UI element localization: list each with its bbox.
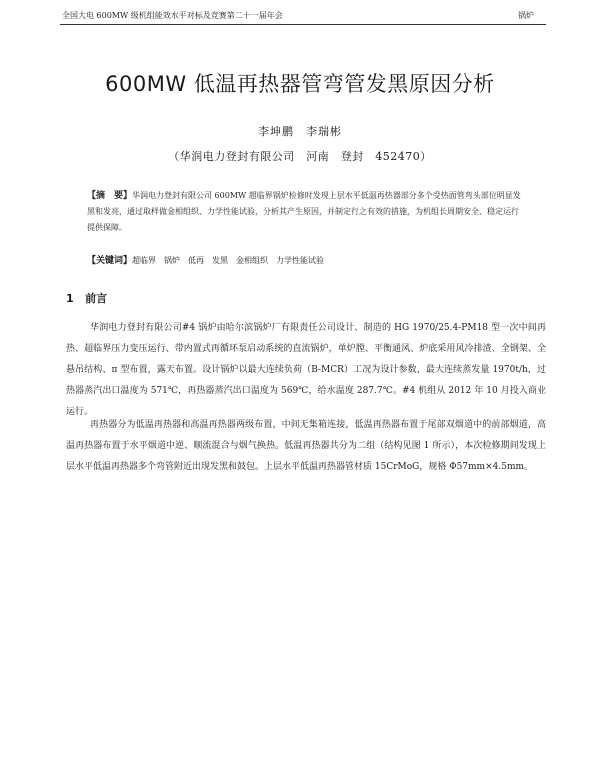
running-header-left: 全国大电 600MW 级机组能效水平对标及竞赛第二十一届年会 bbox=[62, 11, 283, 20]
header-rule bbox=[60, 24, 546, 25]
running-header-right: 锅炉 bbox=[518, 11, 534, 20]
keywords-text: 超临界 锅炉 低再 发黑 金相组织 力学性能试验 bbox=[132, 256, 325, 265]
paper-title: 600MW 低温再热器管弯管发黑原因分析 bbox=[105, 72, 495, 96]
section-number: 1 bbox=[66, 292, 74, 305]
section-heading bbox=[66, 290, 107, 306]
section-title: 前言 bbox=[85, 292, 108, 305]
keywords bbox=[87, 253, 521, 269]
keywords-label: 【关键词】 bbox=[87, 256, 133, 266]
body-paragraph-2: 再热器分为低温再热器和高温再热器两级布置，中间无集箱连接，低温再热器布置于尾部双烟道中的前部烟道，高温再热器布置于水平烟道中逆、顺流混合与烟气换热。低温再热器共分为二组（结构见图 1 所示），本次检修期间发现上层水平低温再热器多个弯管附近出现发黑和鼓包。上层水平低温再热器管材质 15CrMoG，规格 Φ57mm×4.5mm。 bbox=[66, 420, 546, 472]
abstract bbox=[87, 188, 521, 236]
authors: 李坤鹏 李瑞彬 bbox=[258, 125, 342, 138]
abstract-text: 华润电力登封有限公司 600MW 超临界锅炉检修时发现上层水平低温再热器部分多个受热面管弯头部位明显发黑和发亮，通过取样做金相组织、力学性能试验，分析其产生原因，并制定行之有效的措施，为机组长周期安全、稳定运行提供保障。 bbox=[87, 191, 521, 232]
body-paragraph-1: 华润电力登封有限公司#4 锅炉由哈尔滨锅炉厂有限责任公司设计、制造的 HG 1970/25.4-PM18 型一次中间再热、超临界压力变压运行、带内置式再循环泵启动系统的直流锅炉，单炉膛、平衡通风、炉底采用风冷排渣、全钢架、全悬吊结构、π 型布置，露天布置。设计锅炉以最大连续负荷（B-MCR）工况为设计参数，最大连续蒸发量 1970t/h，过热器蒸汽出口温度为 571℃，再热器蒸汽出口温度为 569℃，给水温度 287.7℃。#4 机组从 2012 年 10 月投入商业运行。 bbox=[66, 323, 546, 417]
abstract-label: 【摘 要】 bbox=[87, 191, 133, 201]
affiliation: （华润电力登封有限公司 河南 登封 452470） bbox=[168, 150, 432, 163]
